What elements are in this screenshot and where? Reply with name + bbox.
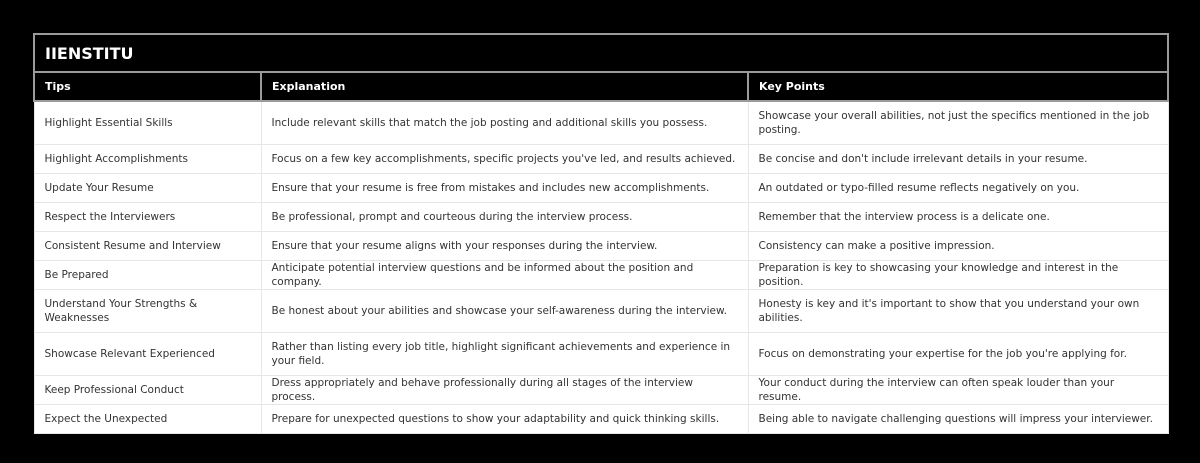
column-header-key-points: Key Points	[748, 72, 1168, 101]
explanation-cell: Dress appropriately and behave professionally during all stages of the interview process.	[261, 376, 748, 405]
column-header-explanation: Explanation	[261, 72, 748, 101]
key-point-cell: Focus on demonstrating your expertise for the job you're applying for.	[748, 333, 1168, 376]
table-row	[34, 261, 1168, 290]
table-title-row	[34, 34, 1168, 72]
tip-cell: Keep Professional Conduct	[34, 376, 261, 405]
column-header-tips: Tips	[34, 72, 261, 101]
table-header-row	[34, 72, 1168, 101]
table-row	[34, 232, 1168, 261]
tip-cell: Respect the Interviewers	[34, 203, 261, 232]
table-row	[34, 376, 1168, 405]
explanation-cell: Be honest about your abilities and showcase your self-awareness during the interview.	[261, 290, 748, 333]
table-row	[34, 333, 1168, 376]
explanation-cell: Include relevant skills that match the job posting and additional skills you possess.	[261, 101, 748, 145]
explanation-cell: Ensure that your resume aligns with your responses during the interview.	[261, 232, 748, 261]
key-point-cell: Consistency can make a positive impression.	[748, 232, 1168, 261]
table-title: IIENSTITU	[34, 34, 1168, 72]
explanation-cell: Anticipate potential interview questions and be informed about the position and company.	[261, 261, 748, 290]
tips-table	[33, 33, 1169, 434]
key-point-cell: An outdated or typo-filled resume reflects negatively on you.	[748, 174, 1168, 203]
explanation-cell: Ensure that your resume is free from mistakes and includes new accomplishments.	[261, 174, 748, 203]
table-row	[34, 101, 1168, 145]
tip-cell: Be Prepared	[34, 261, 261, 290]
tip-cell: Understand Your Strengths & Weaknesses	[34, 290, 261, 333]
table-row	[34, 145, 1168, 174]
key-point-cell: Being able to navigate challenging questions will impress your interviewer.	[748, 405, 1168, 434]
table-row	[34, 290, 1168, 333]
explanation-cell: Prepare for unexpected questions to show your adaptability and quick thinking skills.	[261, 405, 748, 434]
explanation-cell: Be professional, prompt and courteous during the interview process.	[261, 203, 748, 232]
table-row	[34, 203, 1168, 232]
table-row	[34, 174, 1168, 203]
tip-cell: Consistent Resume and Interview	[34, 232, 261, 261]
tip-cell: Showcase Relevant Experienced	[34, 333, 261, 376]
key-point-cell: Be concise and don't include irrelevant details in your resume.	[748, 145, 1168, 174]
explanation-cell: Rather than listing every job title, highlight significant achievements and experience in your field.	[261, 333, 748, 376]
explanation-cell: Focus on a few key accomplishments, specific projects you've led, and results achieved.	[261, 145, 748, 174]
tip-cell: Update Your Resume	[34, 174, 261, 203]
tips-table-container	[33, 33, 1167, 434]
key-point-cell: Showcase your overall abilities, not just the specifics mentioned in the job posting.	[748, 101, 1168, 145]
key-point-cell: Honesty is key and it's important to show that you understand your own abilities.	[748, 290, 1168, 333]
tip-cell: Expect the Unexpected	[34, 405, 261, 434]
key-point-cell: Your conduct during the interview can often speak louder than your resume.	[748, 376, 1168, 405]
tip-cell: Highlight Essential Skills	[34, 101, 261, 145]
table-row	[34, 405, 1168, 434]
tip-cell: Highlight Accomplishments	[34, 145, 261, 174]
key-point-cell: Preparation is key to showcasing your knowledge and interest in the position.	[748, 261, 1168, 290]
key-point-cell: Remember that the interview process is a delicate one.	[748, 203, 1168, 232]
